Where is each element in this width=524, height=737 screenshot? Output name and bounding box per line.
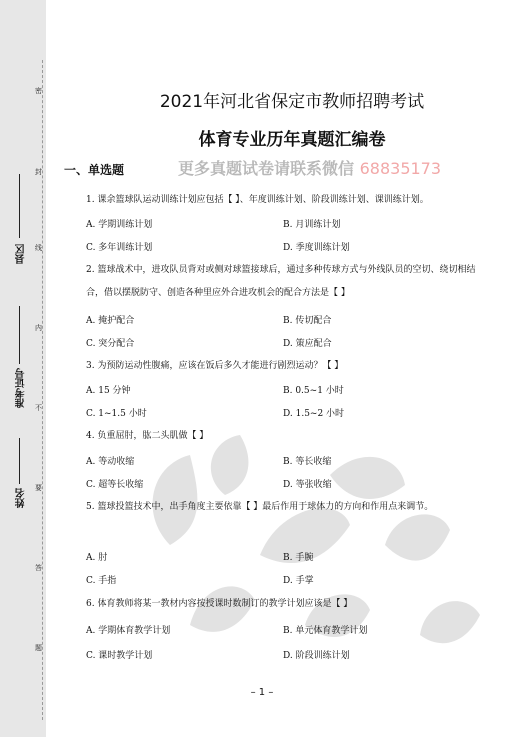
seal-word: 要 [35,484,42,492]
county-blank-line [19,174,20,238]
option-6d: D. 阶段训练计划 [283,651,350,661]
watermark-text: 更多真题试卷请联系微信 [178,159,355,178]
option-6a: A. 学期体育教学计划 [86,626,171,636]
county-field [14,244,29,264]
watermark-number: 68835173 [359,159,442,178]
option-5c: C. 手指 [86,576,117,586]
name-field [14,488,29,508]
page-number: – 1 – [250,687,274,698]
option-4d: D. 等张收缩 [283,480,332,490]
exam-title: 2021年河北省保定市教师招聘考试 [159,92,425,112]
question-3: 3. 为预防运动性腹痛，应该在饭后多久才能进行剧烈运动？【 】 [86,361,344,371]
option-6c: C. 课时教学计划 [86,651,153,661]
exam-id-blank-line [19,306,20,364]
option-4b: B. 等长收缩 [283,457,332,467]
option-4a: A. 等动收缩 [86,457,135,467]
question-1: 1. 课余篮球队运动训练计划应包括【 】、年度训练计划、阶段训练计划、课训练计划。 [86,195,429,205]
seal-word: 封 [35,168,42,176]
seal-word: 题 [35,644,42,652]
seal-word: 内 [35,324,42,332]
option-3a: A. 15 分钟 [86,386,131,396]
county-label: 县区 [16,244,27,264]
question-6: 6. 体育教师将某一教材内容按授课时数制订的教学计划应该是【 】 [86,599,353,609]
exam-id-label: 准考证号 [16,368,27,408]
name-label: 姓名 [16,488,27,508]
option-2d: D. 策应配合 [283,339,332,349]
option-3c: C. 1~1.5 小时 [86,409,147,419]
option-1b: B. 月训练计划 [283,220,341,230]
seal-word: 密 [35,87,42,95]
seal-word: 答 [35,564,42,572]
option-2a: A. 掩护配合 [86,316,135,326]
section-heading: 一、单选题 [64,163,125,177]
seal-word: 线 [35,244,42,252]
option-1a: A. 学期训练计划 [86,220,153,230]
question-5: 5. 篮球投篮技术中，出手角度主要依靠【 】最后作用于球体力的方向和作用点来调节。 [86,502,434,512]
question-2: 2. 篮球战术中，进攻队员背对或侧对球篮接球后，通过多种传球方式与外线队员的空切、绕切相结合，借以摆脱防守、创造各种里应外合进攻机会的配合方法是【 】 [86,265,476,298]
option-6b: B. 单元体育教学计划 [283,626,368,636]
contact-watermark [178,156,441,179]
option-4c: C. 超等长收缩 [86,480,144,490]
option-5d: D. 手掌 [283,576,314,586]
option-2c: C. 突分配合 [86,339,135,349]
exam-id-field [14,368,29,408]
name-blank-line [19,438,20,484]
option-5a: A. 肘 [86,553,108,563]
exam-subtitle: 体育专业历年真题汇编卷 [198,130,386,150]
option-2b: B. 传切配合 [283,316,332,326]
option-3d: D. 1.5~2 小时 [283,409,345,419]
option-1d: D. 季度训练计划 [283,243,350,253]
question-4: 4. 负重屈肘，肱二头肌做【 】 [86,431,209,441]
option-3b: B. 0.5~1 小时 [283,386,344,396]
option-1c: C. 多年训练计划 [86,243,153,253]
seal-word: 不 [35,404,42,412]
option-5b: B. 手腕 [283,553,314,563]
binding-dashed-line [42,60,43,720]
